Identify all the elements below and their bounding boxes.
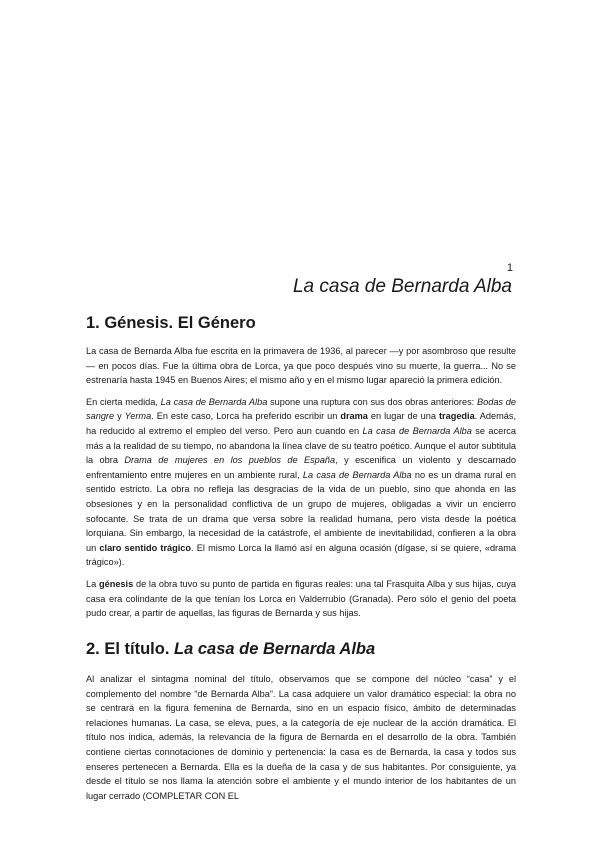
paragraph-origin: La génesis de la obra tuvo su punto de partida en figuras reales: una tal Frasquita Alba y sus hijas, cuya casa era colindante de la que tenían los Lorca en Valderrubio (Granada). Pero sólo el genio del poeta pudo crear, a partir de aquellas, las figuras de Bernarda y sus hijas. [86, 578, 516, 619]
section-title-body [86, 672, 516, 803]
page-number: 1 [506, 262, 513, 274]
section-genesis-body [86, 344, 516, 621]
document-title: La casa de Bernarda Alba [292, 276, 512, 297]
section-genesis [86, 314, 516, 333]
paragraph-title-analysis: Al analizar el sintagma nominal del título, observamos que se compone del núcleo “casa” y el complemento del nombre “de Bernarda Alba”. La casa adquiere un valor dramático especial: la obra no se centrará en la figura femenina de Bernarda, sino en un espacio físico, ámbito de determinadas relaciones humanas. La casa, se eleva, pues, a la categoría de eje nuclear de la acción dramática. El título nos indica, además, la relevancia de la figura de Bernarda en el desarrollo de la obra. También contiene ciertas connotaciones de dominio y pertenencia: la casa es de Bernarda, la casa y todos sus enseres pertenecen a Bernarda. Ella es la dueña de la casa y de sus habitantes. Por consiguiente, ya desde el título se nos llama la atención sobre el ambiente y el mundo interior de los habitantes de un lugar cerrado (COMPLETAR CON EL [86, 674, 516, 801]
paragraph-genre: En cierta medida, La casa de Bernarda Alba supone una ruptura con sus dos obras anteriores: Bodas de sangre y Yerma. En este caso, Lorca ha preferido escribir un drama en lugar de una tragedia. Además, ha reducido al extremo el empleo del verso. Pero aun cuando en La casa de Bernarda Alba se acerca más a la realidad de su tiempo, no abandona la línea clave de su teatro poético. Aunque el autor subtitula la obra Drama de mujeres en los pueblos de España, y escenifica un violento y descarnado enfrentamiento entre mujeres en un ambiente rural, La casa de Bernarda Alba no es un drama rural en sentido estricto. La obra no refleja las desgracias de la vida de un pueblo, sino que ahonda en las obsesiones y en la personalidad conflictiva de un grupo de mujeres, obligadas a vivir un encierro sofocante. Se trata de un drama que versa sobre la realidad humana, pero vista desde la poética lorquiana. Sin embargo, la necesidad de la catástrofe, el ambiente de inevitabilidad, confieren a la obra un claro sentido trágico. El mismo Lorca la llamó así en alguna ocasión (dígase, si se quiere, «drama trágico»). [86, 396, 517, 568]
section-heading-title: 2. El título. La casa de Bernarda Alba [86, 640, 376, 658]
section-title [86, 640, 516, 659]
paragraph-genesis-intro: La casa de Bernarda Alba fue escrita en la primavera de 1936, al parecer —y por asombroso que resulte— en pocos días. Fue la última obra de Lorca, ya que poco después vino su muerte, la guerra... No se estrenaría hasta 1945 en Buenos Aires; el mismo año y en el mismo lugar apareció la primera edición. [86, 346, 516, 386]
section-heading-genesis: 1. Génesis. El Género [86, 314, 256, 332]
